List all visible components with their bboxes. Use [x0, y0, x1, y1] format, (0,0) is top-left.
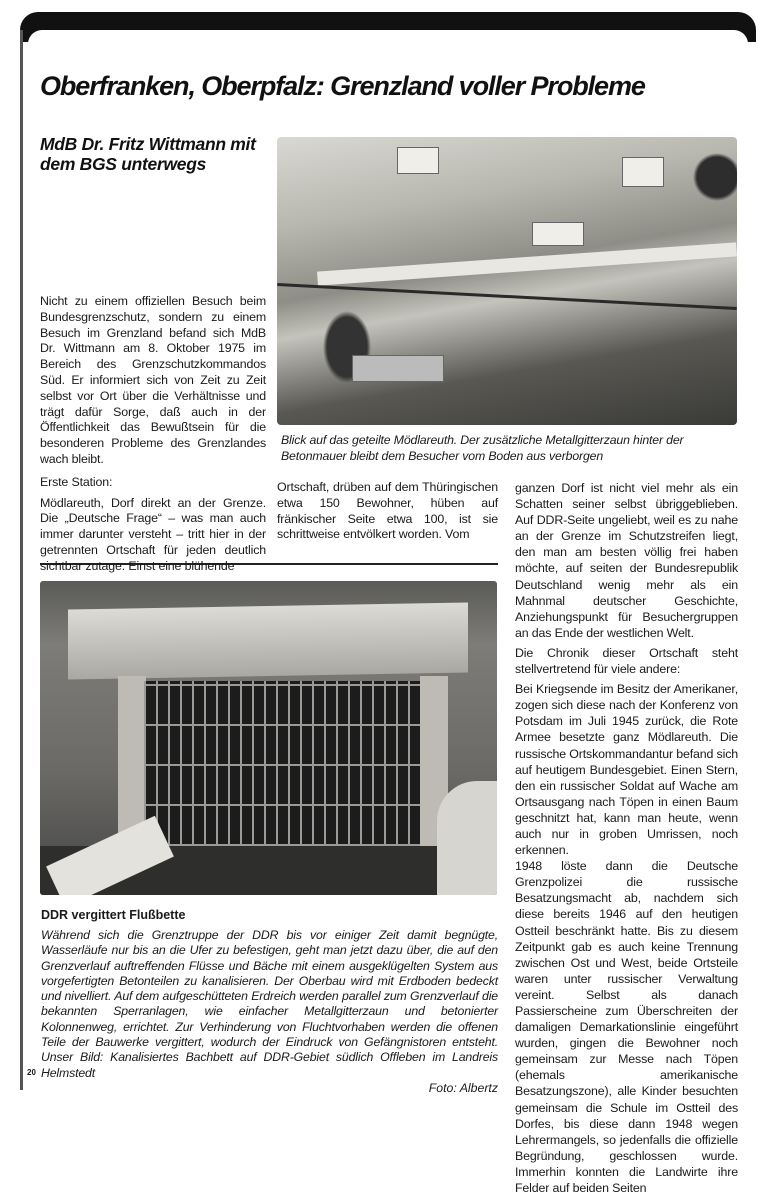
aerial-photo-moedlareuth: [277, 137, 737, 425]
body-paragraph: 1948 löste dann die Deutsche Grenzpolizei die russische Besatzungsmacht ab, nachdem sich diese bereits 1946 auf den heutigen Ostteil beschränkt hatte. Bis zu diesem Zeitpunkt gab es auch keine Trennung zwischen Ost und West, beide Ortsteile waren unter russischer Verwaltung vereint. Selbst als danach Passierscheine zum Überschreiten der damaligen Demarkationslinie eingeführt wurden, gingen die Bewohner noch gemeinsam zur Messe nach Töpen (ehemals amerikanische Besatzungszone), alle Kinder besuchten gemeinsam die Schule im Ostteil des Dorfes, bis diese dann 1948 wegen Lehrermangels, so jedenfalls die offizielle Begründung, geschlossen wurde. Immerhin konnten die Landwirte ihre Felder auf beiden Seiten: [515, 859, 738, 1196]
station-label: Erste Station:: [40, 474, 113, 489]
station-paragraph: Mödlareuth, Dorf direkt an der Grenze. Die „Deutsche Frage“ – was man auch immer darunter versteht – tritt hier in der getrennten Ortschaft für jeden deutlich sichtbar zutage. Einst eine blühende: [40, 495, 266, 573]
page-number: 20: [27, 1068, 36, 1077]
middle-paragraph: Ortschaft, drüben auf dem Thüringischen etwa 150 Bewohner, hüben auf fränkischer Seite etwa 100, ist sie schrittweise entvölkert worden. Vom: [277, 480, 498, 542]
photo-house: [622, 157, 664, 187]
photo-credit: Foto: Albertz: [428, 1080, 498, 1095]
photo2-heading: DDR vergittert Flußbette: [41, 908, 186, 922]
body-paragraph: ganzen Dorf ist nicht viel mehr als ein Schatten seiner selbst übriggeblieben. Auf DDR-Seite ungeliebt, weil es zu nahe an der Grenze im Schutzstreifen liegt, den man am besten völlig frei haben möchte, auf seiten der Bundesrepublik Deutschland wenig mehr als ein Mahnmal deutscher Geschichte, Anziehungspunkt für Besuchergruppen an das Ende der westlichen Welt.: [515, 481, 738, 640]
photo-road: [317, 242, 737, 285]
photo1-caption: Blick auf das geteilte Mödlareuth. Der zusätzliche Metallgitterzaun hinter der Betonmauer bleibt dem Besucher vom Boden aus verborgen: [281, 433, 684, 463]
photo2-caption-block: [41, 907, 498, 1096]
photo-fence: [277, 283, 737, 310]
article-subheading: MdB Dr. Fritz Wittmann mit dem BGS unterwegs: [40, 134, 256, 174]
photo-bank: [437, 781, 497, 895]
body-paragraph: Die Chronik dieser Ortschaft steht stellvertretend für viele andere:: [515, 645, 738, 677]
middle-column: [277, 480, 498, 548]
photo-concrete-beams: [68, 603, 468, 680]
photo-grate: [144, 681, 420, 846]
photo-house: [532, 222, 584, 246]
right-column: [515, 480, 738, 1200]
photo-house: [352, 355, 444, 382]
article-title: Oberfranken, Oberpfalz: Grenzland voller Probleme: [40, 71, 645, 101]
photo-house: [397, 147, 439, 174]
body-paragraph: Bei Kriegsende im Besitz der Amerikaner, zogen sich diese nach der Konferenz von Potsdam im Juli 1945 zurück, die Rote Armee besetzte ganz Mödlareuth. Die russische Ortskommandantur befand sich auf heutigem Bundesgebiet. Einen Stern, den ein russischer Soldat auf Wache am Ortsausgang nach Töpen in einen Baum geschnitzt hat, kann man heute, wenn auch nur in groben Umrissen, noch erkennen.: [515, 682, 738, 858]
photo-canalized-stream: [40, 581, 497, 895]
intro-column: [40, 294, 266, 575]
photo2-caption: Während sich die Grenztruppe der DDR bis vor einiger Zeit damit begnügte, Wasserläufe nur bis an die Ufer zu befestigen, geht man jetzt dazu über, die auf den Grenzverlauf auftreffenden Flüsse und Bäche mit einem ausgeklügelten System aus vorgefertigten Betonteilen zu kanalisieren. Der Oberbau wird mit Erdboden bedeckt und nivelliert. Auf dem aufgeschütteten Erdreich werden parallel zum Grenzverlauf die bekannten Sperranlagen, wie einfacher Metallgitterzaun und betonierter Kolonnenweg, errichtet. Zur Verhinderung von Fluchtvorhaben werden die offenen Teile der Bauwerke vergittert, wodurch der Eindruck von Gefängnistoren entsteht. Unser Bild: Kanalisiertes Bachbett auf DDR-Gebiet südlich Offleben im Landreis Helmstedt: [41, 928, 498, 1080]
intro-paragraph: Nicht zu einem offiziellen Besuch beim Bundesgrenzschutz, sondern zu einem Besuch im Grenzland befand sich MdB Dr. Wittmann am 8. Oktober 1975 im Bereich des Grenzschutzkommandos Süd. Er informiert sich von Zeit zu Zeit selbst vor Ort über die Verhältnisse und trägt dafür Sorge, daß auch in der Öffentlichkeit das Bewußtsein für die besonderen Probleme des Grenzlandes wach bleibt.: [40, 294, 266, 466]
page-frame-left: [20, 30, 23, 1090]
